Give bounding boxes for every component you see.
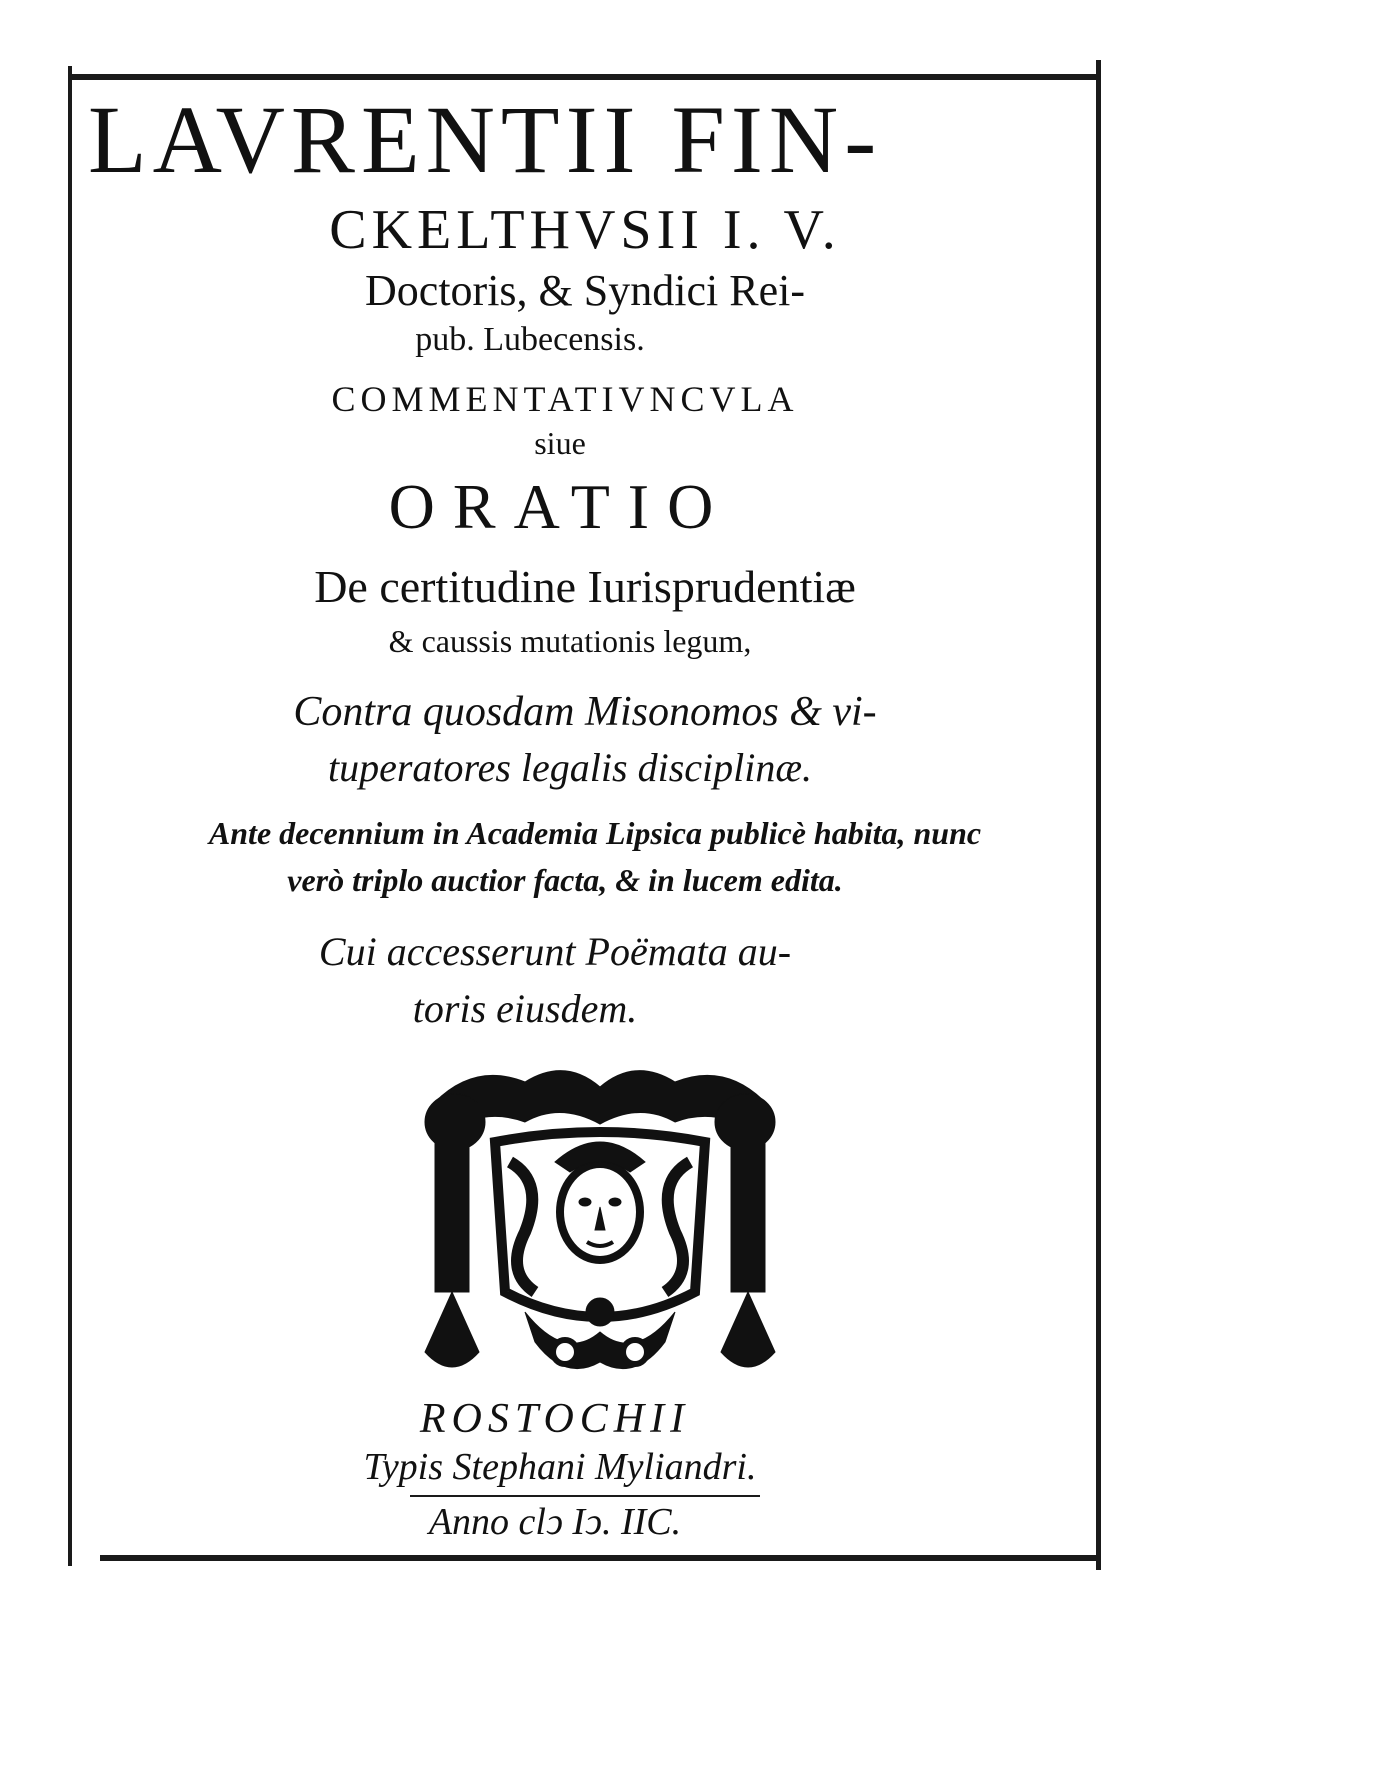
imprint-rule: [410, 1495, 760, 1497]
bottom-border-rule: [100, 1555, 1100, 1561]
contra-line-1: Contra quosdam Misonomos & vi-: [293, 689, 877, 735]
author-name-line-1: LAVRENTII FIN-: [88, 86, 883, 193]
imprint-printer: Typis Stephani Myliandri.: [363, 1446, 757, 1488]
appendix-line-2: toris eiusdem.: [412, 986, 638, 1031]
contra-line-2: tuperatores legalis disciplinæ.: [327, 745, 813, 790]
conjunction-line: siue: [534, 425, 586, 461]
top-border-rule: [70, 74, 1100, 80]
subject-line-1: De certitudine Iurisprudentiæ: [314, 561, 856, 612]
main-title: ORATIO: [388, 471, 732, 542]
publication-note-line-2: verò triplo auctior facta, & in lucem edita.: [287, 862, 843, 898]
publication-note-line-1: Ante decennium in Academia Lipsica publicè habita, nunc: [208, 815, 982, 851]
genre-line: COMMENTATIVNCVLA: [331, 379, 799, 419]
subject-line-2: & caussis mutationis legum,: [388, 623, 752, 659]
appendix-line-1: Cui accesserunt Poëmata au-: [318, 929, 792, 974]
imprint-year: Anno clↄ Iↄ. IIC.: [428, 1501, 682, 1543]
author-degree-line-1: Doctoris, & Syndici Rei-: [365, 266, 805, 315]
author-name-line-2: CKELTHVSII I. V.: [329, 199, 841, 261]
author-degree-line-2: pub. Lubecensis.: [415, 321, 645, 358]
printers-device-ornament: [415, 1062, 785, 1382]
imprint-place: ROSTOCHII: [419, 1396, 691, 1442]
